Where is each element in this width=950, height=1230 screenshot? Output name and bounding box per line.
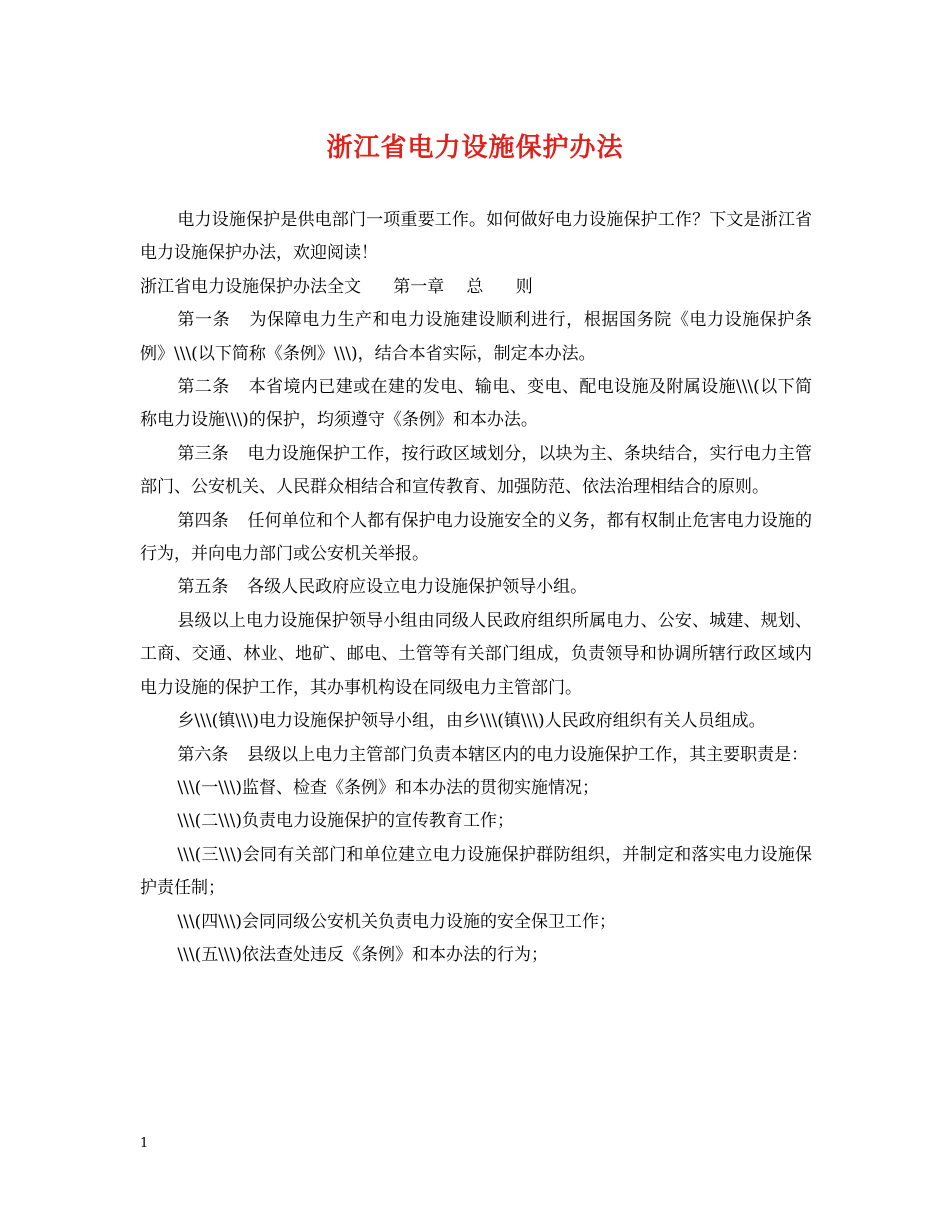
article-text: 电力设施保护工作，按行政区域划分，以块为主、条块结合，实行电力主管部门、公安机关、人民群众相结合和宣传教育、加强防范、依法治理相结合的原则。 (140, 443, 812, 498)
article-paragraph (140, 505, 812, 572)
chapter-word-2: 则 (515, 276, 533, 297)
article-paragraph (140, 304, 812, 371)
article-lead: 第二条 (177, 377, 230, 398)
list-item: \\\(一\\\)监督、检查《条例》和本办法的贯彻实施情况； (177, 777, 600, 798)
article-lead: 第三条 (177, 443, 229, 464)
article-lead: 第四条 (177, 510, 229, 531)
chapter-label: 第一章 (393, 276, 445, 297)
article-paragraph (140, 371, 812, 438)
list-item: \\\(四\\\)会同同级公安机关负责电力设施的安全保卫工作； (177, 911, 617, 932)
article-text: 为保障电力生产和电力设施建设顺利进行，根据国务院《电力设施保护条例》\\\(以下简称《条例》\\\)，结合本省实际，制定本办法。 (140, 310, 813, 364)
document-title: 浙江省电力设施保护办法 (326, 133, 624, 163)
fulltext-heading-line (140, 271, 812, 304)
list-item: \\\(二\\\)负责电力设施保护的宣传教育工作； (177, 811, 515, 832)
article-lead: 第一条 (177, 310, 231, 331)
article-paragraph (140, 438, 812, 505)
body-paragraph: 乡\\\(镇\\\)电力设施保护领导小组，由乡\\\(镇\\\)人民政府组织有关人员组成。 (177, 711, 766, 732)
article-text: 本省境内已建或在建的发电、输电、变电、配电设施及附属设施\\\(以下简称电力设施\\\)的保护，均须遵守《条例》和本办法。 (140, 377, 812, 431)
article-text: 任何单位和个人都有保护电力设施安全的义务，都有权制止危害电力设施的行为，并向电力部门或公安机关举报。 (140, 510, 812, 565)
intro-paragraph: 电力设施保护是供电部门一项重要工作。如何做好电力设施保护工作？下文是浙江省电力设施保护办法，欢迎阅读！ (140, 210, 812, 264)
chapter-word-1: 总 (466, 276, 484, 297)
article-text: 县级以上电力主管部门负责本辖区内的电力设施保护工作，其主要职责是： (247, 744, 809, 765)
article-paragraph (140, 739, 812, 772)
article-lead: 第五条 (177, 577, 229, 598)
list-item: \\\(五\\\)依法查处违反《条例》和本办法的行为； (177, 944, 549, 965)
body-paragraph: 县级以上电力设施保护领导小组由同级人民政府组织所属电力、公安、城建、规划、工商、交通、林业、地矿、邮电、土管等有关部门组成，负责领导和协调所辖行政区域内电力设施的保护工作，其办事机构设在同级电力主管部门。 (140, 610, 812, 698)
article-paragraph (140, 571, 812, 604)
article-text: 各级人民政府应设立电力设施保护领导小组。 (247, 577, 588, 598)
document-body (140, 204, 812, 972)
page-number: 1 (140, 1136, 149, 1151)
article-lead: 第六条 (177, 744, 229, 765)
list-item: \\\(三\\\)会同有关部门和单位建立电力设施保护群防组织，并制定和落实电力设施保护责任制； (140, 844, 812, 899)
fulltext-label: 浙江省电力设施保护办法全文 (140, 276, 361, 297)
